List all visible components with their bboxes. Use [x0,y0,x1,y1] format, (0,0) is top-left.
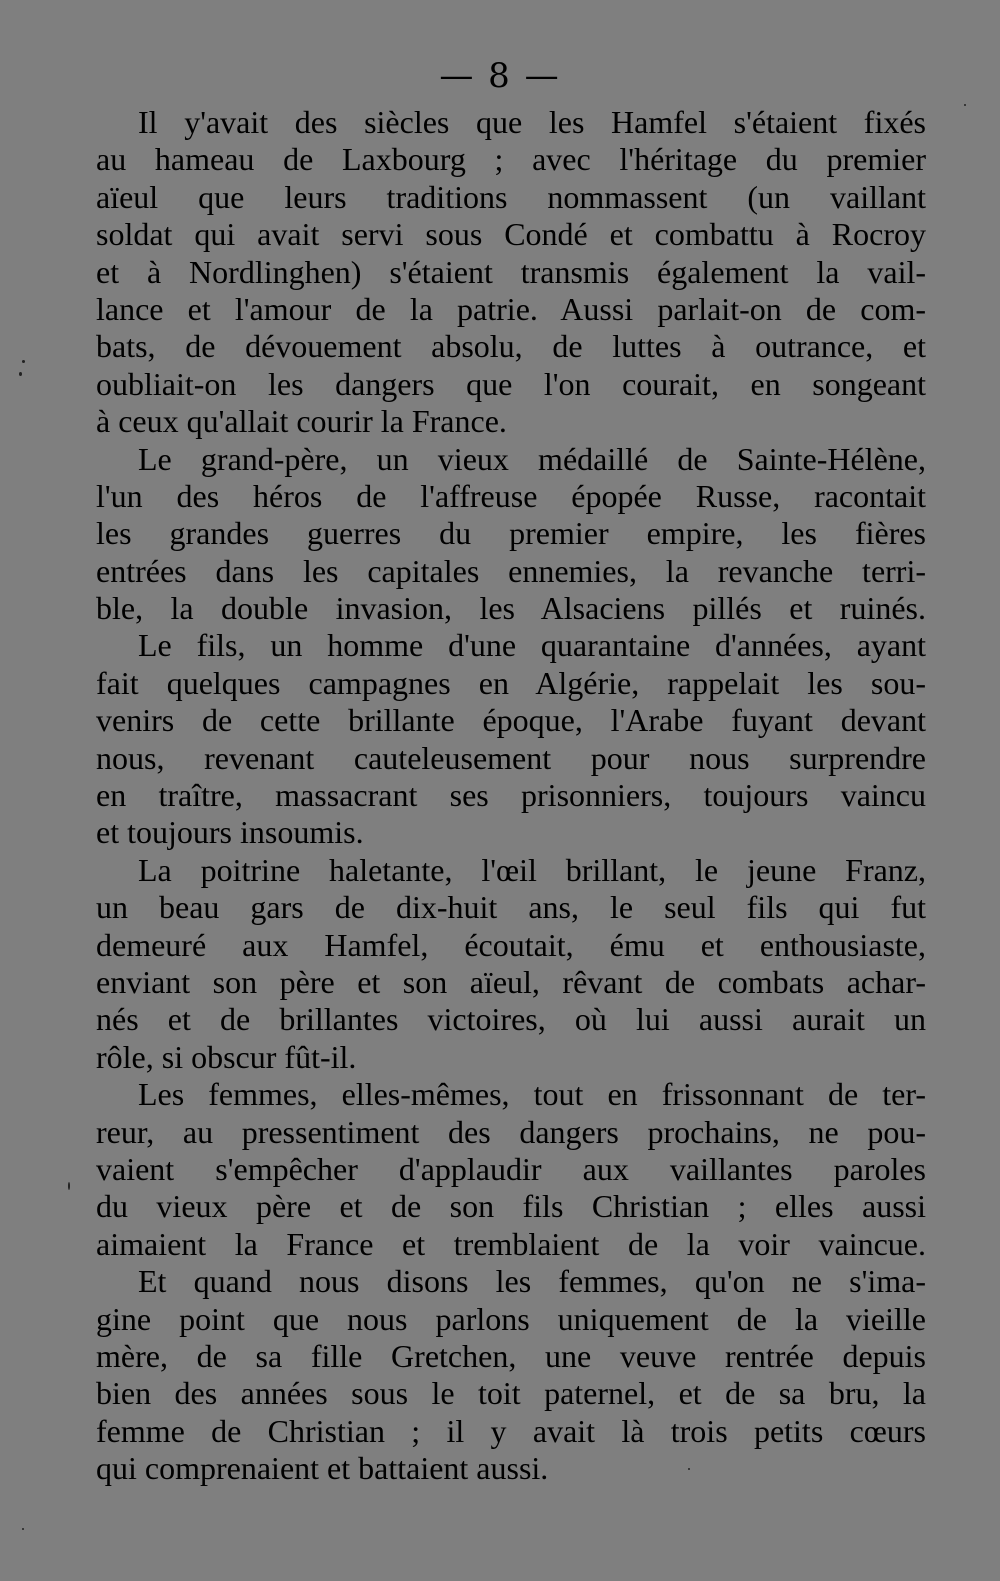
paragraph [96,852,926,1076]
text-line: l'un des héros de l'affreuse épopée Russe, racontait [96,477,926,514]
scan-speck [19,372,22,376]
text-line: vaient s'empêcher d'applaudir aux vaillantes paroles [96,1150,926,1187]
text-line: soldat qui avait servi sous Condé et combattu à Rocroy [96,216,926,253]
scan-speck [688,1468,690,1470]
text-line: entrées dans les capitales ennemies, la revanche terri- [96,552,926,589]
paragraph [96,627,926,851]
text-line: La poitrine haletante, l'œil brillant, le jeune Franz, [138,851,926,888]
paragraph [96,1076,926,1263]
text-line: les grandes guerres du premier empire, les fières [96,515,926,552]
paragraph [96,1263,926,1487]
text-line: et à Nordlinghen) s'étaient transmis également la vail- [96,253,926,290]
text-line: nés et de brillantes victoires, où lui aussi aurait un [96,1001,926,1038]
scan-speck [964,104,966,106]
text-line: oubliait-on les dangers que l'on courait, en songeant [96,365,926,402]
text-line: demeuré aux Hamfel, écoutait, ému et enthousiaste, [96,926,926,963]
text-line: bien des années sous le toit paternel, et de sa bru, la [96,1375,926,1412]
text-line: et toujours insoumis. [96,814,364,851]
body-text [96,104,926,1487]
text-line: Il y'avait des siècles que les Hamfel s'étaient fixés [138,104,926,140]
text-line: reur, au pressentiment des dangers prochains, ne pou- [96,1113,926,1150]
text-line: mère, de sa fille Gretchen, une veuve rentrée depuis [96,1337,926,1374]
page-number: — 8 — [439,56,561,96]
text-line: bats, de dévouement absolu, de luttes à outrance, et [96,328,926,365]
text-line: Le grand-père, un vieux médaillé de Sainte-Hélène, [138,440,926,477]
text-line: Le fils, un homme d'une quarantaine d'années, ayant [138,627,926,664]
text-line: gine point que nous parlons uniquement de la vieille [96,1300,926,1337]
text-line: au hameau de Laxbourg ; avec l'héritage du premier [96,141,926,178]
text-line: nous, revenant cauteleusement pour nous surprendre [96,739,926,776]
text-line: Les femmes, elles-mêmes, tout en frissonnant de ter- [138,1076,926,1113]
text-line: lance et l'amour de la patrie. Aussi parlait-on de com- [96,290,926,327]
text-line: en traître, massacrant ses prisonniers, toujours vaincu [96,777,926,814]
text-line: venirs de cette brillante époque, l'Arabe fuyant devant [96,702,926,739]
text-line: Et quand nous disons les femmes, qu'on ne s'ima- [138,1263,926,1300]
scan-speck [22,360,25,363]
paragraph [96,104,926,441]
text-line: rôle, si obscur fût-il. [96,1038,357,1075]
text-line: un beau gars de dix-huit ans, le seul fils qui fut [96,889,926,926]
paragraph [96,441,926,628]
text-line: aimaient la France et tremblaient de la voir vaincue. [96,1225,926,1262]
text-line: qui comprenaient et battaient aussi. [96,1450,549,1487]
text-line: du vieux père et de son fils Christian ; elles aussi [96,1188,926,1225]
text-line: femme de Christian ; il y avait là trois petits cœurs [96,1412,926,1449]
text-line: fait quelques campagnes en Algérie, rappelait les sou- [96,664,926,701]
text-line: ble, la double invasion, les Alsaciens pillés et ruinés. [96,590,926,627]
text-line: enviant son père et son aïeul, rêvant de combats achar- [96,963,926,1000]
scan-speck [22,1528,24,1530]
scan-speck [68,1182,70,1190]
text-line: aïeul que leurs traditions nommassent (un vaillant [96,178,926,215]
text-line: à ceux qu'allait courir la France. [96,403,507,440]
